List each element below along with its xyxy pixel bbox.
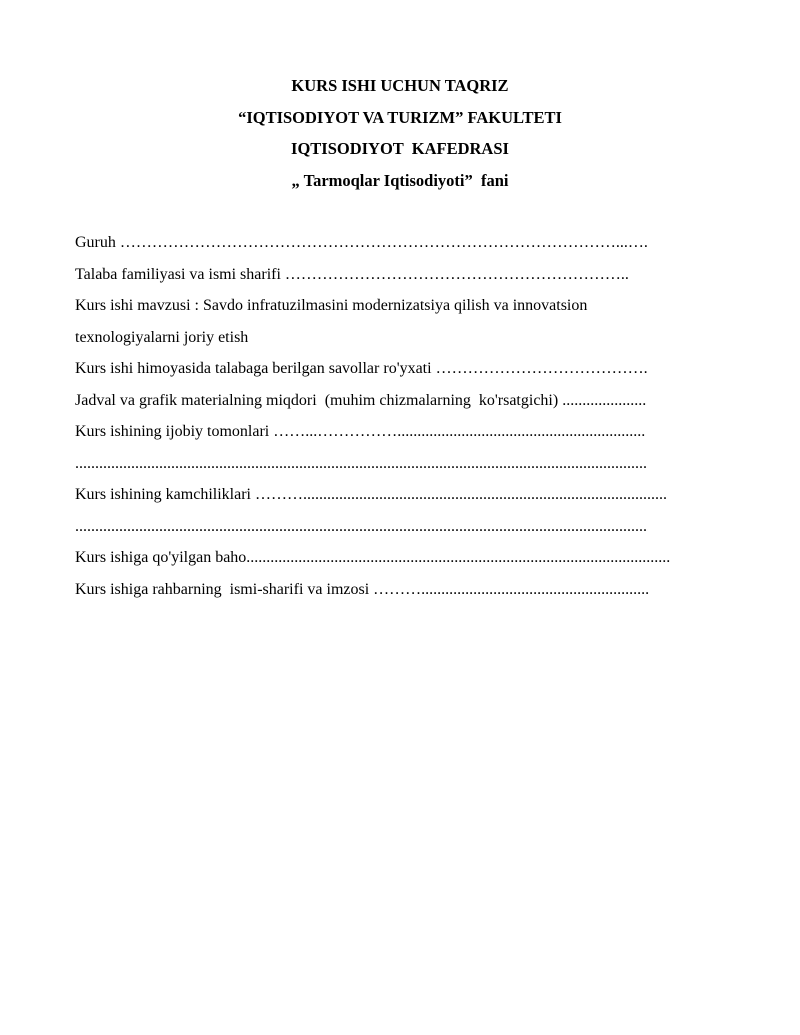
review-form [75,231,727,602]
grade-field: Kurs ishiga qo'yilgan baho.......................................................................................................... [75,549,671,566]
materials-count-field: Jadval va grafik materialning miqdori (muhim chizmalarning ko'rsatgichi) ..................... [75,391,647,409]
supervisor-signature-field: Kurs ishiga rahbarning ismi-sharifi va imzosi ………......................................................... [75,580,650,598]
group-field: Guruh …………………………………………………………………………………...…. [75,234,648,251]
shortcomings-field: Kurs ishining kamchiliklari ………........................................................................................... [75,486,667,503]
document-header [0,74,800,200]
shortcomings-continuation: ............................................................................................................................................... [75,517,647,535]
topic-field-line-1: Kurs ishi mavzusi : Savdo infratuzilmasini modernizatsiya qilish va innovatsion [75,297,588,314]
faculty-name: “IQTISODIYOT VA TURIZM” FAKULTETI [238,107,562,127]
topic-field-line-2: texnologiyalarni joriy etish [75,328,249,346]
positive-aspects-continuation: ............................................................................................................................................... [75,454,647,472]
document-title: KURS ISHI UCHUN TAQRIZ [291,76,509,95]
positive-aspects-field: Kurs ishining ijobiy tomonlari ……...…………….............................................................. [75,423,646,440]
student-name-field: Talaba familiyasi va ismi sharifi ……………………………………………………….. [75,265,629,283]
defense-questions-field: Kurs ishi himoyasida talabaga berilgan savollar ro'yxati …………………………………. [75,360,648,377]
subject-name: „ Tarmoqlar Iqtisodiyoti” fani [291,170,509,190]
department-name: IQTISODIYOT KAFEDRASI [291,139,509,158]
